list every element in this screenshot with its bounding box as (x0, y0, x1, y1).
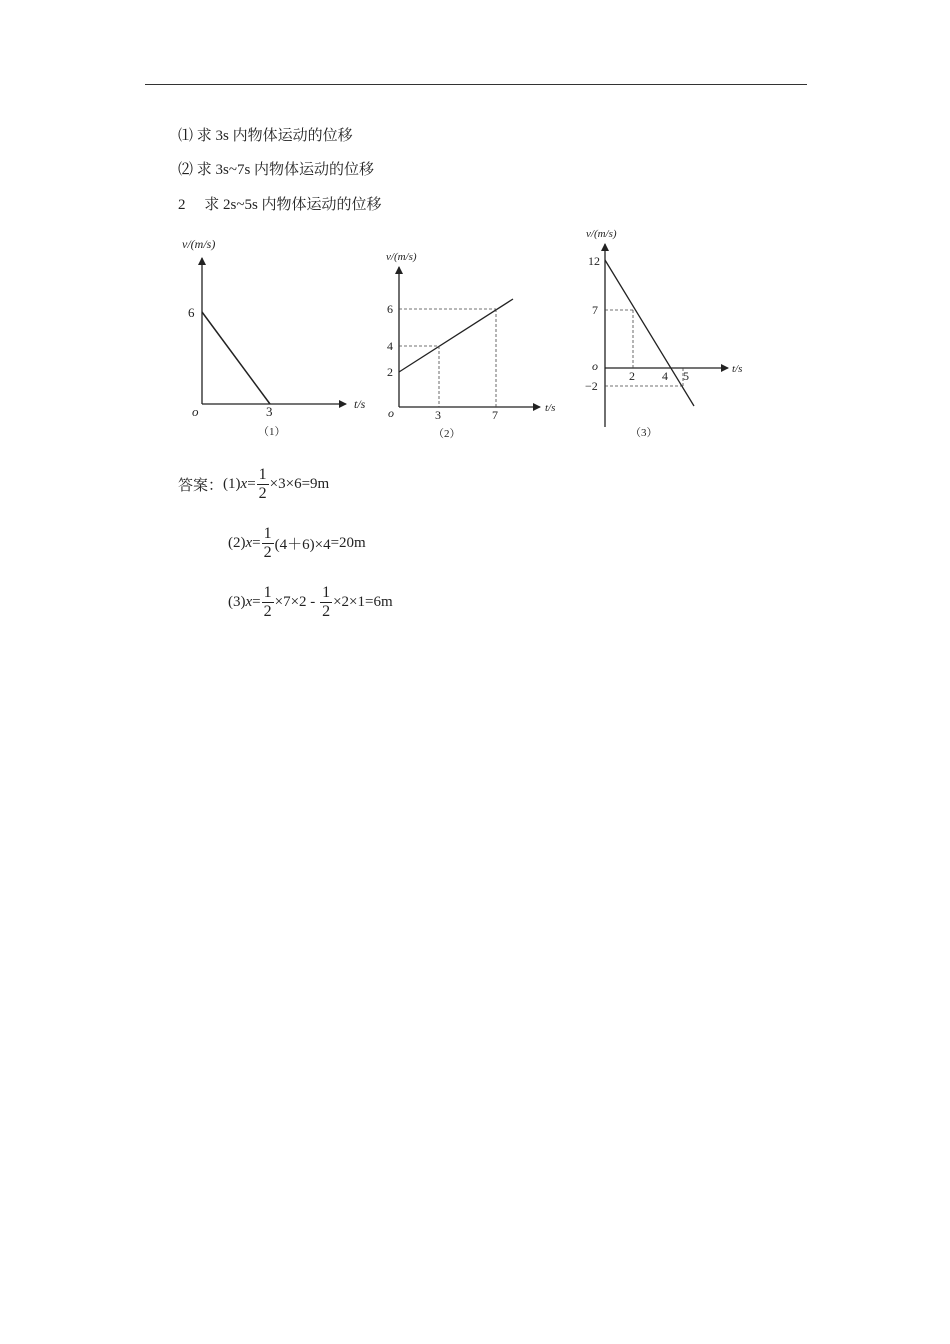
answer-1-numerator: 1 (258, 466, 267, 483)
graph-1-y-label: v/(m/s) (182, 237, 216, 251)
graph-1-origin: o (192, 404, 199, 419)
question-3: 2 求 2s~5s 内物体运动的位移 (178, 197, 382, 213)
answer-2-fraction (262, 525, 274, 562)
answer-3-label: (3) (228, 594, 246, 610)
answer-1-label: (1) (223, 476, 241, 492)
answer-1-result: =9m (301, 476, 330, 492)
answer-3-result: =6m (364, 594, 393, 610)
graph-3-y-tick-12: 12 (588, 254, 600, 268)
header-rule (145, 84, 807, 85)
answer-2-label: (2) (228, 535, 246, 551)
graph-2-y-tick-6: 6 (387, 302, 393, 316)
graph-3-origin: o (592, 359, 598, 373)
graph-3-y-tick-7: 7 (592, 303, 598, 317)
answer-1-var: x (240, 476, 248, 492)
answer-3 (228, 584, 393, 621)
graph-2-y-label: v/(m/s) (386, 251, 417, 263)
answer-3-numerator-1: 1 (263, 584, 272, 601)
graph-3-x-tick-5: 5 (683, 369, 689, 383)
question-2: ⑵ 求 3s~7s 内物体运动的位移 (178, 162, 375, 178)
graph-2-y-tick-4: 4 (387, 339, 393, 353)
answer-2-eq: = (252, 535, 261, 551)
graph-1 (170, 230, 390, 445)
graph-3-caption: （3） (630, 427, 658, 439)
graph-3 (580, 222, 780, 442)
graph-2 (380, 245, 580, 445)
answer-2 (228, 525, 366, 562)
graph-2-x-tick-7: 7 (492, 408, 498, 422)
graph-3-line (605, 260, 694, 406)
graph-1-y-tick: 6 (188, 305, 195, 320)
graph-1-x-tick: 3 (266, 404, 273, 419)
graph-1-x-label: t/s (354, 397, 366, 411)
answer-2-denominator: 2 (263, 544, 272, 561)
answer-3-denominator-2: 2 (322, 603, 331, 620)
answer-3-numerator-2: 1 (322, 584, 331, 601)
graph-3-x-label: t/s (732, 363, 743, 375)
graph-3-x-tick-2: 2 (629, 369, 635, 383)
answer-3-var: x (245, 594, 253, 610)
answer-1-denominator: 2 (258, 485, 267, 502)
question-1: ⑴ 求 3s 内物体运动的位移 (178, 128, 353, 144)
answer-2-rest: (4＋6)×4 (274, 537, 331, 553)
answer-prefix: 答案： (178, 478, 224, 494)
graph-3-y-label: v/(m/s) (586, 228, 617, 240)
graph-2-y-tick-2: 2 (387, 365, 393, 379)
answer-3-denominator-1: 2 (263, 603, 272, 620)
graph-1-caption: （1） (258, 426, 286, 438)
answer-3-rest-2: ×2×1 (333, 594, 365, 610)
answer-3-eq: = (252, 594, 261, 610)
graph-3-x-tick-4: 4 (662, 369, 668, 383)
graph-3-y-tick-neg2: −2 (585, 379, 598, 393)
answer-1 (178, 466, 329, 503)
graph-1-line (202, 312, 270, 404)
graph-2-x-label: t/s (545, 402, 556, 414)
answer-1-rest: ×3×6 (269, 476, 302, 492)
answer-3-fraction-1 (262, 584, 274, 621)
graph-2-caption: （2） (433, 428, 461, 440)
answer-2-var: x (245, 535, 253, 551)
answer-2-numerator: 1 (263, 525, 272, 542)
answer-1-fraction (257, 466, 269, 503)
answer-3-fraction-2 (320, 584, 332, 621)
answer-2-result: =20m (330, 535, 366, 551)
answer-1-eq: = (247, 476, 256, 492)
graph-2-x-tick-3: 3 (435, 408, 441, 422)
answer-3-rest: ×7×2 - (274, 594, 320, 610)
graph-2-origin: o (388, 406, 394, 420)
